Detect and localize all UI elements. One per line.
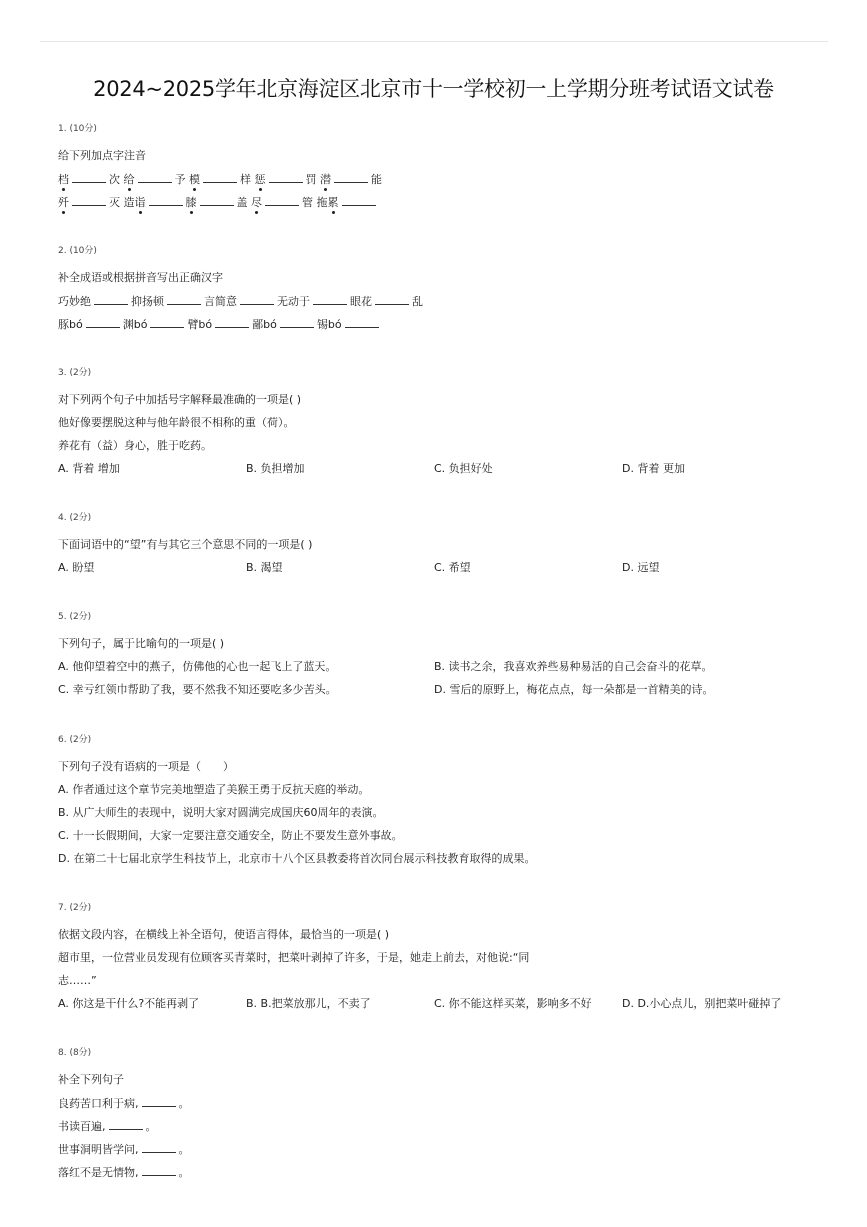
q8-score: 8. (8分): [58, 1048, 92, 1058]
answer-blank[interactable]: [149, 195, 183, 206]
q3-option-d[interactable]: D. 背着 更加: [622, 462, 685, 475]
answer-blank[interactable]: [215, 317, 249, 328]
q5-option-b[interactable]: B. 读书之余，我喜欢养些易种易活的自己会奋斗的花草。: [434, 660, 713, 673]
answer-blank[interactable]: [142, 1142, 176, 1153]
q2-score: 2. (10分): [58, 246, 97, 256]
q3-sentence-2: 养花有（益）身心，胜于吃药。: [58, 439, 212, 452]
answer-blank[interactable]: [240, 294, 274, 305]
q3-option-c[interactable]: C. 负担好处: [434, 462, 493, 475]
q4-option-c[interactable]: C. 希望: [434, 561, 471, 574]
q7-passage-line-1: 超市里，一位营业员发现有位顾客买青菜时，把菜叶剥掉了许多，于是，她走上前去，对他说:“同: [58, 951, 530, 964]
q3-score: 3. (2分): [58, 368, 92, 378]
q2-row-1: 巧妙绝 抑扬顿 言简意 无动于 眼花 乱: [58, 295, 423, 308]
q6-option-b[interactable]: B. 从广大师生的表现中，说明大家对圆满完成国庆60周年的表演。: [58, 806, 384, 819]
answer-blank[interactable]: [72, 195, 106, 206]
q1-row-1: 档 次 给 予 模 样 惩 罚 潜 能: [58, 173, 382, 186]
answer-blank[interactable]: [334, 172, 368, 183]
q7-option-c[interactable]: C. 你不能这样买菜，影响多不好: [434, 997, 592, 1010]
answer-blank[interactable]: [142, 1096, 176, 1107]
answer-blank[interactable]: [94, 294, 128, 305]
answer-blank[interactable]: [86, 317, 120, 328]
answer-blank[interactable]: [280, 317, 314, 328]
q5-prompt: 下列句子，属于比喻句的一项是( ): [58, 637, 225, 650]
q3-option-a[interactable]: A. 背着 增加: [58, 462, 120, 475]
q7-passage-line-2: 志……”: [58, 974, 97, 987]
q4-option-d[interactable]: D. 远望: [622, 561, 660, 574]
answer-blank[interactable]: [109, 1119, 143, 1130]
answer-blank[interactable]: [342, 195, 376, 206]
q7-prompt: 依据文段内容，在横线上补全语句，使语言得体，最恰当的一项是( ): [58, 928, 390, 941]
q3-prompt: 对下列两个句子中加括号字解释最准确的一项是( ): [58, 393, 302, 406]
answer-blank[interactable]: [150, 317, 184, 328]
answer-blank[interactable]: [72, 172, 106, 183]
q6-option-c[interactable]: C. 十一长假期间，大家一定要注意交通安全，防止不要发生意外事故。: [58, 829, 403, 842]
q4-option-b[interactable]: B. 渴望: [246, 561, 283, 574]
q1-prompt: 给下列加点字注音: [58, 149, 146, 162]
q7-score: 7. (2分): [58, 903, 92, 913]
q7-option-a[interactable]: A. 你这是干什么?不能再剥了: [58, 997, 200, 1010]
answer-blank[interactable]: [345, 317, 379, 328]
q4-option-a[interactable]: A. 盼望: [58, 561, 95, 574]
header-divider: [40, 41, 828, 42]
q6-score: 6. (2分): [58, 735, 92, 745]
q5-option-d[interactable]: D. 雪后的原野上，梅花点点，每一朵都是一首精美的诗。: [434, 683, 714, 696]
q2-row-2: 豚bó 渊bó 臂bó 鄙bó 锡bó: [58, 317, 382, 332]
q5-score: 5. (2分): [58, 612, 92, 622]
q5-option-c[interactable]: C. 幸亏红领巾帮助了我，要不然我不知还要吃多少苦头。: [58, 683, 337, 696]
q8-line-2: 书读百遍, 。: [58, 1120, 157, 1133]
q5-option-a[interactable]: A. 他仰望着空中的燕子，仿佛他的心也一起飞上了蓝天。: [58, 660, 337, 673]
q7-option-d[interactable]: D. D.小心点儿，别把菜叶碰掉了: [622, 997, 782, 1010]
q8-line-1: 良药苦口利于病, 。: [58, 1097, 190, 1110]
answer-blank[interactable]: [167, 294, 201, 305]
answer-blank[interactable]: [265, 195, 299, 206]
answer-blank[interactable]: [313, 294, 347, 305]
q6-option-a[interactable]: A. 作者通过这个章节完美地塑造了美猴王勇于反抗天庭的举动。: [58, 783, 370, 796]
q7-option-b[interactable]: B. B.把菜放那儿，不卖了: [246, 997, 371, 1010]
q4-score: 4. (2分): [58, 513, 92, 523]
q6-option-d[interactable]: D. 在第二十七届北京学生科技节上，北京市十八个区县教委将首次同台展示科技教育取得的成果。: [58, 852, 536, 865]
q1-row-2: 歼 灭 造诣 膝 盖 尽 管 拖累: [58, 195, 379, 210]
q3-sentence-1: 他好像要摆脱这种与他年龄很不相称的重（荷）。: [58, 416, 295, 429]
answer-blank[interactable]: [203, 172, 237, 183]
q2-prompt: 补全成语或根据拼音写出正确汉字: [58, 271, 223, 284]
answer-blank[interactable]: [269, 172, 303, 183]
answer-blank[interactable]: [200, 195, 234, 206]
q4-prompt: 下面词语中的“望”有与其它三个意思不同的一项是( ): [58, 538, 313, 551]
answer-blank[interactable]: [138, 172, 172, 183]
q8-prompt: 补全下列句子: [58, 1073, 124, 1086]
q1-score: 1. (10分): [58, 124, 97, 134]
q8-line-4: 落红不是无情物, 。: [58, 1166, 190, 1179]
answer-blank[interactable]: [375, 294, 409, 305]
page-title: 2024~2025学年北京海淀区北京市十一学校初一上学期分班考试语文试卷: [93, 77, 774, 101]
answer-blank[interactable]: [142, 1165, 176, 1176]
q8-line-3: 世事洞明皆学问, 。: [58, 1143, 190, 1156]
q3-option-b[interactable]: B. 负担增加: [246, 462, 305, 475]
q6-prompt: 下列句子没有语病的一项是（ ）: [58, 760, 234, 773]
